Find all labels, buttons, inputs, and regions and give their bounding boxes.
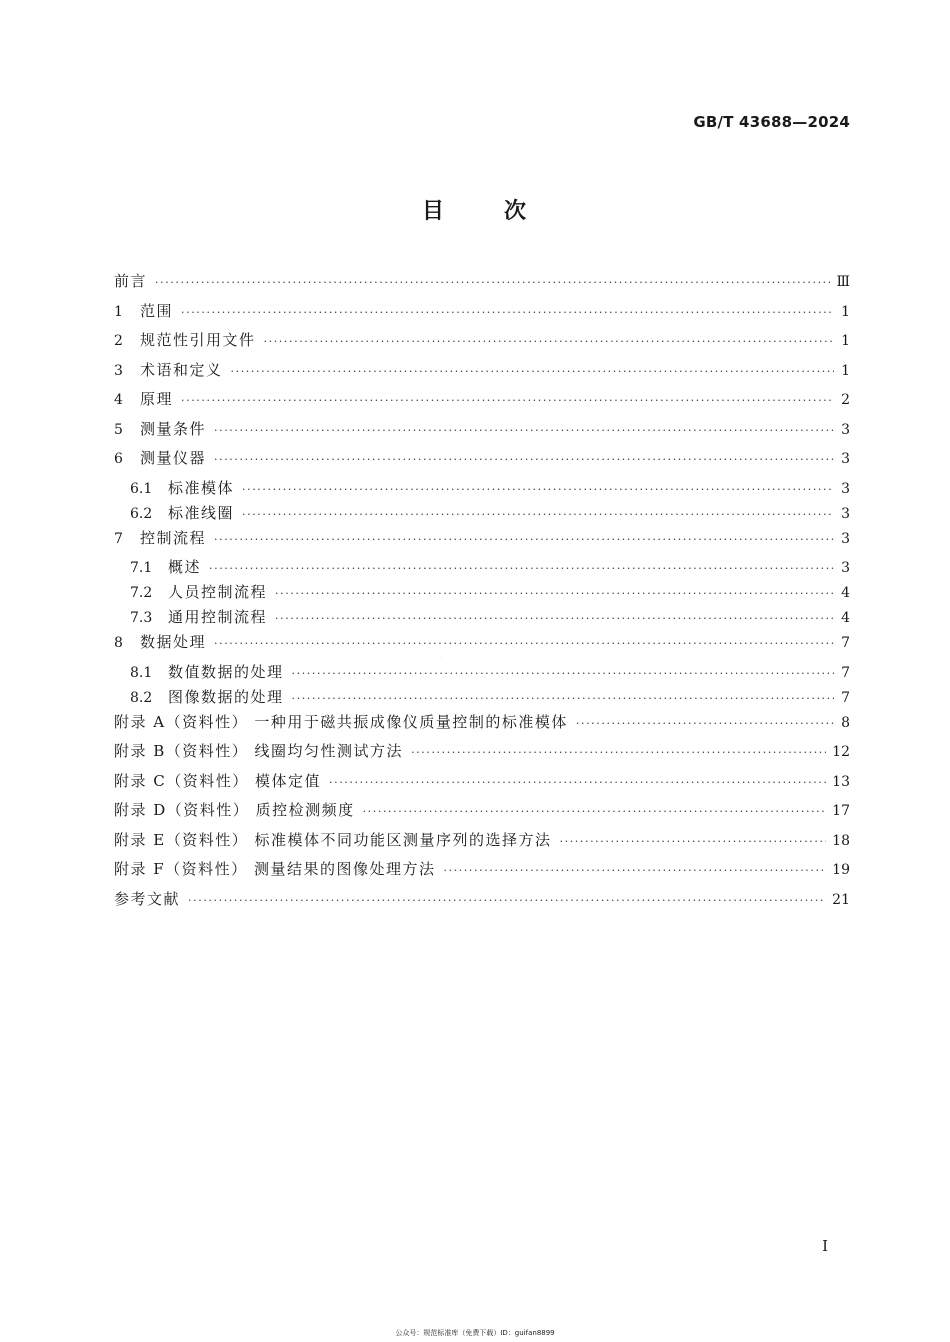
toc-entry-number: 7.2: [130, 585, 153, 601]
toc-entry-page: 19: [832, 862, 850, 878]
toc-entry-page: 1: [841, 303, 850, 320]
toc-entry[interactable]: [114, 888, 850, 918]
toc-entry-title: 标准线圈: [168, 503, 235, 522]
toc-dot-leader: [181, 306, 834, 319]
toc-entry-title: 规范性引用文件: [140, 331, 256, 349]
toc-dot-leader: [155, 276, 830, 289]
toc-entry-title: 附录 A（资料性） 一种用于磁共振成像仪质量控制的标准模体: [114, 712, 568, 731]
standard-code: GB/T 43688—2024: [693, 113, 850, 131]
toc-dot-leader: [188, 894, 826, 907]
toc-entry[interactable]: [114, 606, 850, 631]
toc-entry[interactable]: [114, 270, 850, 300]
toc-entry-number: 1: [114, 303, 123, 320]
toc-entry-page: 3: [841, 451, 850, 467]
toc-dot-leader: [214, 533, 834, 546]
toc-entry[interactable]: [114, 711, 850, 741]
toc-entry-page: 2: [841, 392, 850, 408]
title-char-2: 次: [504, 199, 529, 224]
toc-dot-leader: [363, 805, 827, 818]
toc-entry[interactable]: [114, 329, 850, 359]
toc-entry[interactable]: [114, 799, 850, 829]
toc-entry-title: 测量条件: [140, 419, 207, 438]
toc-entry-title: 人员控制流程: [168, 583, 268, 601]
toc-entry-page: 8: [841, 714, 850, 731]
toc-entry[interactable]: [114, 581, 850, 606]
toc-entry-number: 3: [114, 362, 123, 379]
toc-entry[interactable]: [114, 447, 850, 477]
toc-entry-page: 18: [832, 832, 850, 849]
toc-entry-page: 3: [841, 560, 850, 576]
toc-dot-leader: [560, 835, 827, 848]
toc-entry-page: 3: [841, 421, 850, 438]
toc-dot-leader: [275, 587, 834, 600]
footer-note: 公众号：规范标准库（免费下载）ID：guifan8899: [395, 1329, 555, 1337]
toc-entry[interactable]: [114, 858, 850, 888]
toc-dot-leader: [231, 365, 834, 378]
toc-dot-leader: [264, 335, 834, 348]
toc-dot-leader: [443, 864, 826, 877]
toc-entry[interactable]: [114, 527, 850, 557]
toc-entry-number: 8: [114, 635, 123, 651]
toc-dot-leader: [576, 717, 834, 730]
toc-entry-number: 6: [114, 451, 123, 467]
toc-entry[interactable]: [114, 359, 850, 389]
toc-dot-leader: [242, 483, 834, 496]
toc-entry-page: Ⅲ: [836, 274, 850, 290]
toc-entry-page: 1: [841, 362, 850, 379]
toc-dot-leader: [209, 562, 834, 575]
toc-entry-title: 附录 B（资料性） 线圈均匀性测试方法: [114, 742, 404, 760]
toc-entry[interactable]: [114, 770, 850, 800]
toc-entry[interactable]: [114, 686, 850, 711]
toc-entry-title: 附录 D（资料性） 质控检测频度: [114, 801, 355, 819]
toc-entry[interactable]: [114, 556, 850, 581]
toc-entry-number: 4: [114, 392, 123, 408]
toc-entry-number: 2: [114, 333, 123, 349]
toc-dot-leader: [275, 612, 834, 625]
watermark-mark: ·: [439, 654, 443, 663]
toc-entry[interactable]: [114, 829, 850, 859]
toc-entry[interactable]: [114, 502, 850, 527]
toc-entry-title: 附录 C（资料性） 模体定值: [114, 771, 322, 790]
toc-entry-page: 17: [832, 803, 850, 819]
title-char-1: 目: [421, 199, 446, 224]
toc-entry[interactable]: [114, 477, 850, 502]
toc-entry-number: 7.1: [130, 560, 153, 576]
toc-entry[interactable]: [114, 740, 850, 770]
toc-entry-page: 13: [832, 773, 850, 790]
toc-dot-leader: [242, 508, 834, 521]
toc-entry-number: 6.1: [130, 480, 153, 497]
table-of-contents: [114, 270, 850, 917]
page-number: I: [822, 1237, 828, 1255]
toc-dot-leader: [214, 637, 834, 650]
toc-entry-page: 7: [841, 635, 850, 651]
toc-entry-title: 概述: [168, 558, 202, 576]
toc-dot-leader: [292, 692, 834, 705]
toc-entry-page: 4: [841, 610, 850, 626]
toc-entry-page: 3: [841, 480, 850, 497]
toc-entry[interactable]: [114, 388, 850, 418]
toc-entry[interactable]: [114, 418, 850, 448]
toc-entry-page: 3: [841, 505, 850, 522]
toc-entry-title: 标准模体: [168, 478, 235, 497]
toc-entry-title: 术语和定义: [140, 360, 223, 379]
toc-dot-leader: [214, 424, 834, 437]
toc-entry-number: 7.3: [130, 610, 153, 626]
toc-entry-title: 附录 E（资料性） 标准模体不同功能区测量序列的选择方法: [114, 830, 552, 849]
toc-dot-leader: [411, 746, 826, 759]
toc-dot-leader: [329, 776, 826, 789]
toc-entry-title: 测量仪器: [140, 449, 207, 467]
toc-entry-page: 7: [841, 689, 850, 706]
toc-entry-page: 21: [832, 891, 850, 908]
toc-entry[interactable]: [114, 661, 850, 686]
toc-entry-title: 前言: [114, 272, 148, 290]
toc-dot-leader: [214, 453, 834, 466]
toc-entry-page: 12: [832, 744, 850, 760]
toc-entry-number: 6.2: [130, 505, 153, 522]
toc-entry-title: 参考文献: [114, 889, 181, 908]
toc-entry-title: 数值数据的处理: [168, 662, 284, 681]
toc-entry-title: 通用控制流程: [168, 608, 268, 626]
page-title: [0, 194, 950, 225]
toc-entry-number: 8.2: [130, 689, 153, 706]
toc-entry-title: 范围: [140, 301, 174, 320]
toc-entry-title: 附录 F（资料性） 测量结果的图像处理方法: [114, 860, 436, 878]
toc-entry[interactable]: [114, 631, 850, 661]
toc-entry[interactable]: [114, 300, 850, 330]
toc-entry-page: 7: [841, 664, 850, 681]
toc-entry-page: 1: [841, 333, 850, 349]
toc-entry-page: 3: [841, 530, 850, 547]
toc-entry-title: 数据处理: [140, 633, 207, 651]
toc-entry-page: 4: [841, 585, 850, 601]
toc-entry-title: 原理: [140, 390, 174, 408]
toc-entry-title: 控制流程: [140, 528, 207, 547]
toc-dot-leader: [292, 667, 834, 680]
toc-entry-number: 7: [114, 530, 123, 547]
toc-entry-title: 图像数据的处理: [168, 687, 284, 706]
toc-dot-leader: [181, 394, 834, 407]
toc-entry-number: 8.1: [130, 664, 153, 681]
toc-entry-number: 5: [114, 421, 123, 438]
